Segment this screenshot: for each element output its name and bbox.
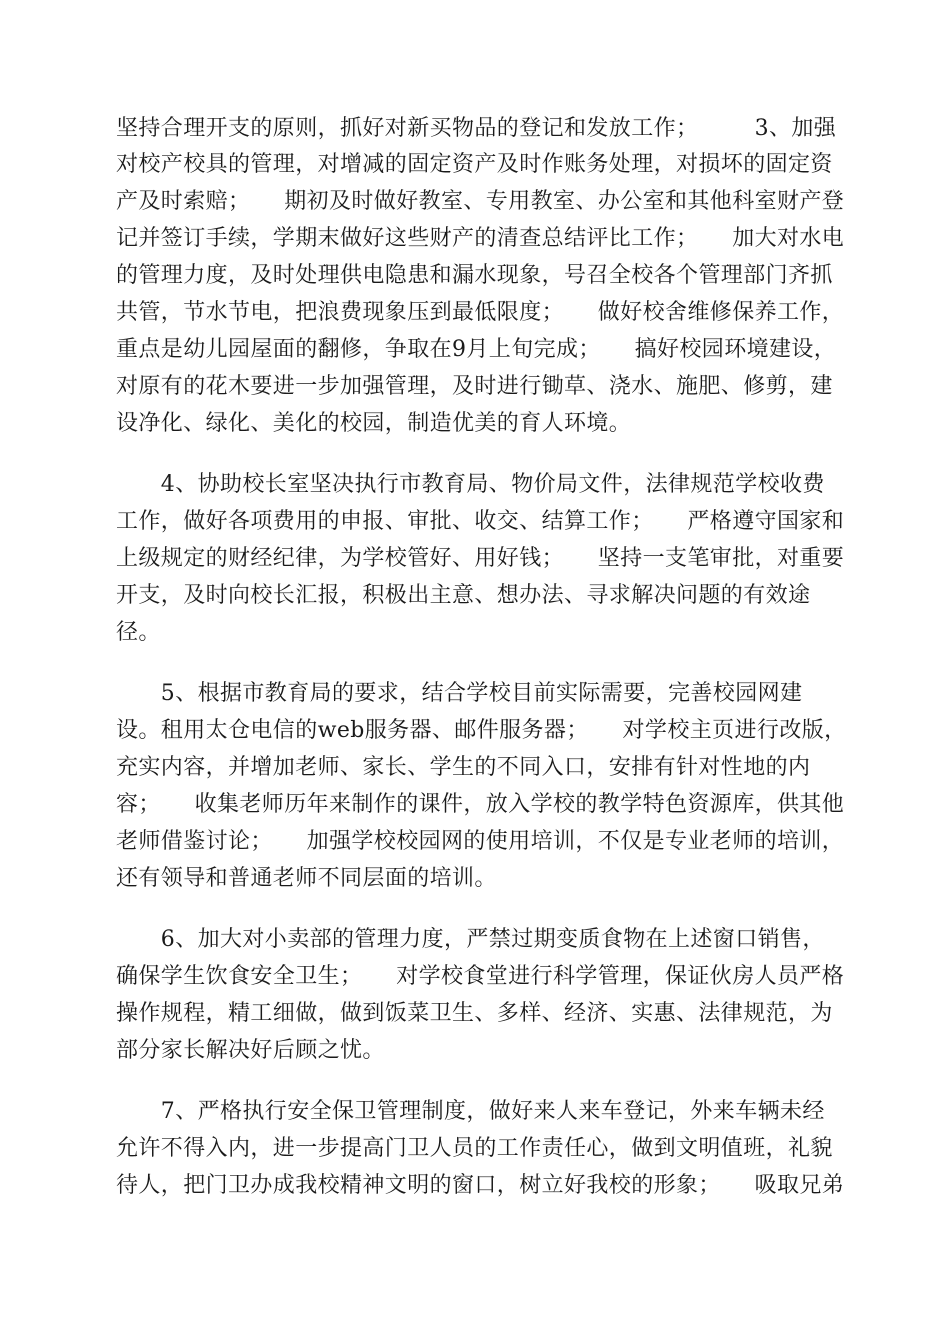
text-line: 坚持合理开支的原则，抓好对新买物品的登记和发放工作； 3、加强 [116,116,837,141]
text-line: 设净化、绿化、美化的校园，制造优美的育人环境。 [116,411,632,436]
text-line: 产及时索赔； 期初及时做好教室、专用教室、办公室和其他科室财产登 [116,189,845,214]
text-line: 6、加大对小卖部的管理力度，严禁过期变质食物在上述窗口销售， [116,927,825,952]
text-line: 共管，节水节电，把浪费现象压到最低限度； 做好校舍维修保养工作， [116,300,845,325]
text-line: 4、协助校长室坚决执行市教育局、物价局文件，法律规范学校收费 [116,472,825,497]
text-line: 对校产校具的管理，对增减的固定资产及时作账务处理，对损坏的固定资 [116,152,833,177]
text-line: 记并签订手续，学期末做好这些财产的清查总结评比工作； 加大对水电 [116,226,845,251]
text-line: 上级规定的财经纪律，为学校管好、用好钱； 坚持一支笔审批，对重要 [116,546,845,571]
text-line: 容； 收集老师历年来制作的课件，放入学校的教学特色资源库，供其他 [116,792,845,817]
text-line: 的管理力度，及时处理供电隐患和漏水现象，号召全校各个管理部门齐抓 [116,263,833,288]
text-line: 5、根据市教育局的要求，结合学校目前实际需要，完善校园网建 [116,681,803,706]
text-line: 老师借鉴讨论； 加强学校校园网的使用培训，不仅是专业老师的培训， [116,829,845,854]
text-line: 设。租用太仓电信的web服务器、邮件服务器； 对学校主页进行改版， [116,718,847,743]
text-line: 确保学生饮食安全卫生； 对学校食堂进行科学管理，保证伙房人员严格 [116,964,845,989]
text-line: 操作规程，精工细做，做到饭菜卫生、多样、经济、实惠、法律规范，为 [116,1001,833,1026]
text-line: 重点是幼儿园屋面的翻修，争取在9月上旬完成； 搞好校园环境建设， [116,337,837,362]
text-line: 工作，做好各项费用的申报、审批、收交、结算工作； 严格遵守国家和 [116,509,845,534]
text-line: 7、严格执行安全保卫管理制度，做好来人来车登记，外来车辆未经 [116,1099,825,1124]
text-line: 待人，把门卫办成我校精神文明的窗口，树立好我校的形象； 吸取兄弟 [116,1173,845,1198]
text-line: 部分家长解决好后顾之忧。 [116,1038,385,1063]
text-line: 开支，及时向校长汇报，积极出主意、想办法、寻求解决问题的有效途 [116,583,811,608]
text-line: 还有领导和普通老师不同层面的培训。 [116,866,497,891]
text-line: 允许不得入内，进一步提高门卫人员的工作责任心，做到文明值班，礼貌 [116,1136,833,1161]
text-line: 充实内容，并增加老师、家长、学生的不同入口，安排有针对性地的内 [116,755,811,780]
text-line: 径。 [116,620,161,645]
text-line: 对原有的花木要进一步加强管理，及时进行锄草、浇水、施肥、修剪，建 [116,374,833,399]
